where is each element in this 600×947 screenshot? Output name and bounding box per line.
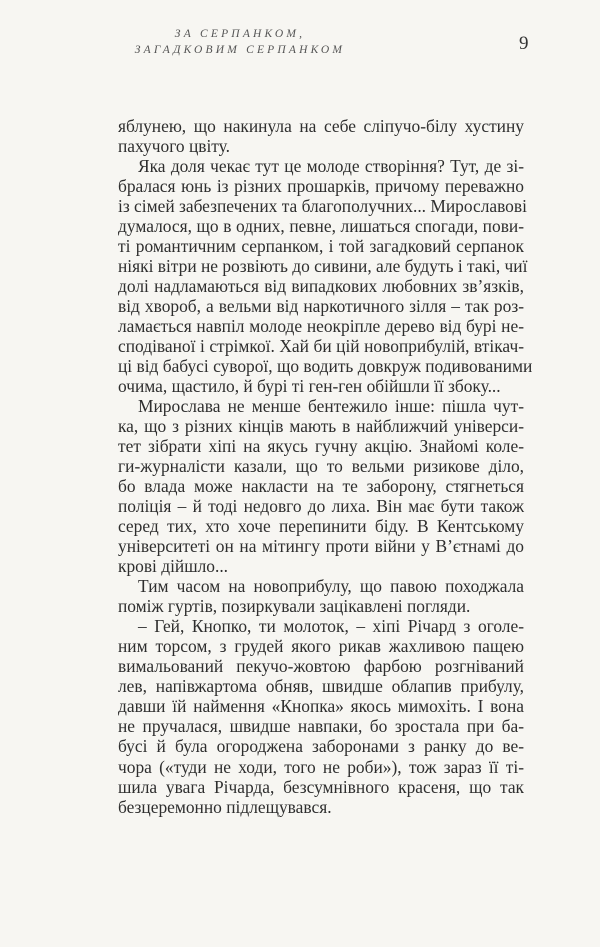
- text-line: ним торсом, з грудей якого рикав жахливою пащею: [118, 636, 524, 657]
- text-line: поміж гуртів, позиркували зацікавлені погляди.: [118, 596, 471, 617]
- text-line: Яка доля чекає тут це молоде створіння? Тут, де зі-: [138, 156, 524, 177]
- paragraph: [118, 156, 533, 397]
- body-text: [118, 116, 533, 817]
- text-line: крові дійшло...: [118, 556, 229, 577]
- text-line: ги-журналісти казали, що то вельми ризикове діло,: [118, 456, 524, 477]
- text-line: бусі й була огороджена заборонами з ранку до ве-: [118, 736, 524, 757]
- paragraph: [118, 396, 524, 576]
- text-line: університеті он на мітингу проти війни у В’єтнамі до: [118, 536, 524, 557]
- text-line: долі надламаються від випадкових любовних зв’язків,: [118, 276, 524, 297]
- text-line: лев, напівжартома обняв, швидше облапив прибулу,: [118, 676, 524, 697]
- text-line: Мирослава не менше бентежило інше: пішла чут-: [138, 396, 524, 417]
- text-line: ті романтичним серпанком, і той загадковий серпанок: [118, 236, 524, 257]
- text-line: вимальований пекучо-жовтою фарбою розгніваний: [118, 656, 524, 677]
- text-line: серед тих, хто хоче перепинити біду. В Кентському: [118, 516, 524, 537]
- text-line: ці від бабусі суворої, що водить довкруж подивованими: [118, 356, 533, 377]
- text-line: пахучого цвіту.: [118, 136, 230, 157]
- text-line: безцеремонно підлещувався.: [118, 796, 332, 817]
- text-line: бо влада може накласти на те заборону, стягнеться: [118, 476, 524, 497]
- text-line: давши їй наймення «Кнопка» якось мимохіть. І вона: [118, 696, 524, 717]
- text-line: ка, що з різних кінців мають в найближчий універси-: [118, 416, 524, 437]
- text-line: сподіваної і стрімкої. Хай би цій новоприбулій, втікач-: [118, 336, 524, 357]
- text-line: від хвороб, а вельми від наркотичного зілля – так роз-: [118, 296, 524, 317]
- text-line: із сімей забезпечених та благополучних... Мирославові: [118, 196, 527, 217]
- text-line: не пручалася, швидше навпаки, бо зростала при ба-: [118, 716, 524, 737]
- paragraph: [118, 116, 524, 156]
- running-head: [130, 26, 350, 58]
- text-line: Тим часом на новоприбулу, що павою походжала: [138, 576, 524, 597]
- text-line: ніякі вітри не розвіють до сивини, але будуть і такі, чиї: [118, 256, 528, 277]
- text-line: поліція – й тоді недовго до лиха. Він має бути також: [118, 496, 524, 517]
- paragraph: [118, 576, 524, 616]
- page-number: 9: [519, 33, 529, 54]
- text-line: шила увага Річарда, безсумнівного красеня, що так: [118, 776, 524, 797]
- text-line: ламається навпіл молоде неокріпле дерево від бурі не-: [118, 316, 524, 337]
- text-line: очима, щастило, й бурі ті ген-ген обійшли її збоку...: [118, 376, 501, 397]
- text-line: думалося, що в одних, певне, лишаться спогади, пови-: [118, 216, 524, 237]
- running-title-line-2: ЗАГАДКОВИМ СЕРПАНКОМ: [134, 44, 346, 56]
- text-line: – Гей, Кнопко, ти молоток, – хіпі Річард з оголе-: [138, 616, 524, 637]
- text-line: чора («туди не ходи, того не роби»), тож зараз її ті-: [118, 756, 524, 777]
- text-line: яблунею, що накинула на себе сліпучо-білу хустину: [118, 116, 524, 136]
- text-line: бралася юнь із різних прошарків, причому переважно: [118, 176, 524, 197]
- text-line: тет зібрати хіпі на якусь гучну акцію. Знайомі коле-: [118, 436, 524, 457]
- paragraph: [118, 616, 524, 816]
- running-title-line-1: ЗА СЕРПАНКОМ,: [174, 28, 306, 40]
